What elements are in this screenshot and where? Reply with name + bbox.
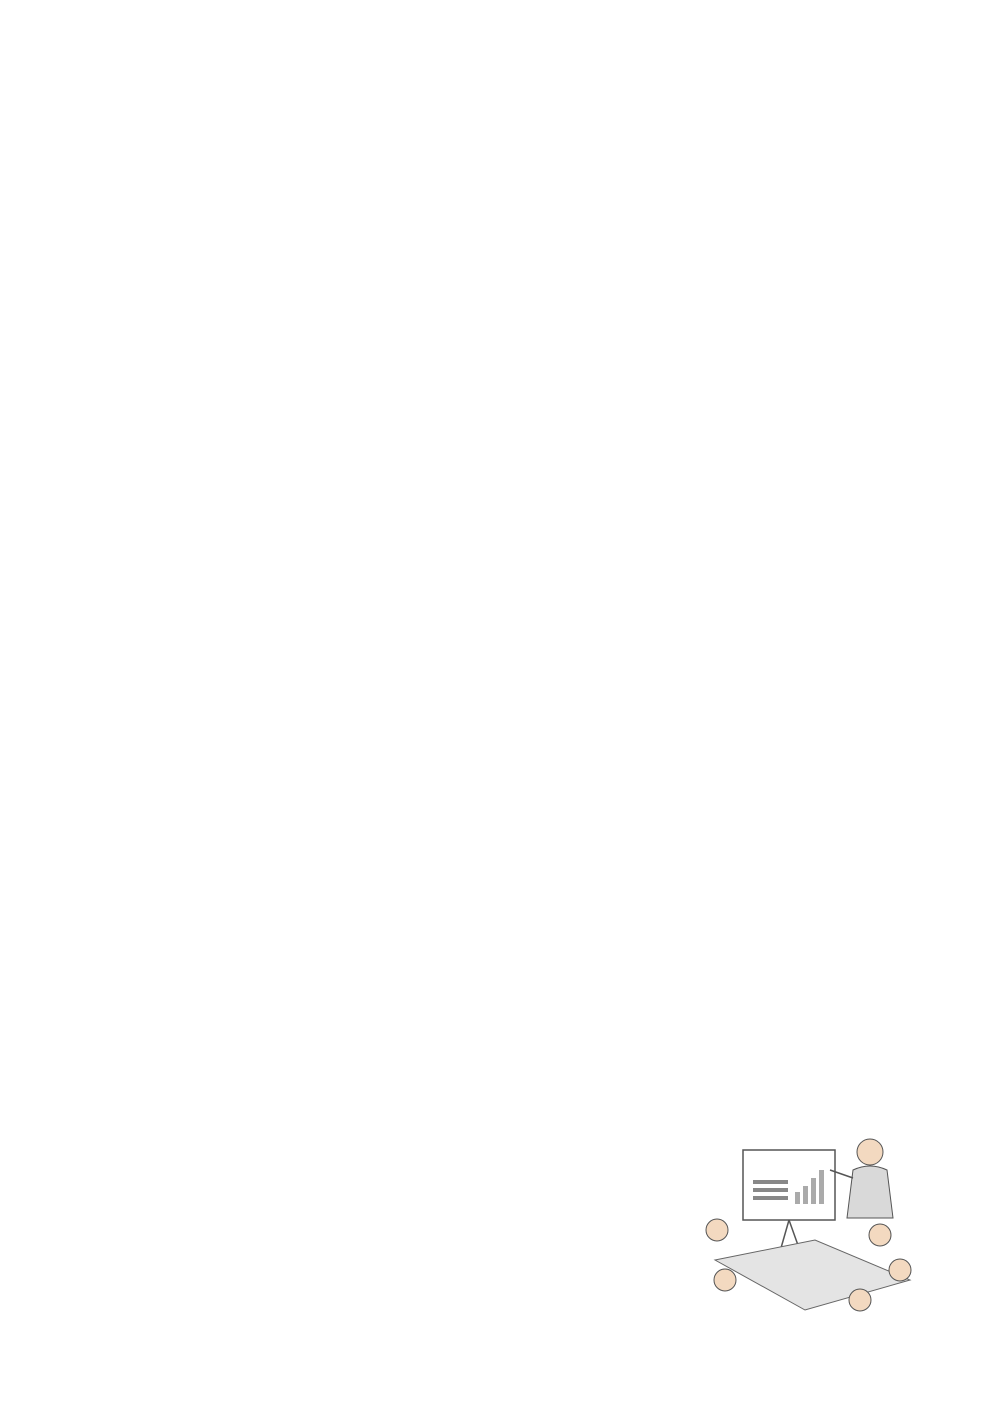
chart-bar bbox=[811, 1178, 816, 1204]
chart-bar bbox=[753, 1188, 788, 1192]
chart-bar bbox=[795, 1192, 800, 1204]
presenter-body bbox=[847, 1166, 893, 1218]
attendee-head bbox=[706, 1219, 728, 1241]
chart-bar bbox=[803, 1186, 808, 1204]
attendee-head bbox=[849, 1289, 871, 1311]
chart-bar bbox=[819, 1170, 824, 1204]
presenter-head bbox=[857, 1139, 883, 1165]
attendee-head bbox=[869, 1224, 891, 1246]
attendee-head bbox=[714, 1269, 736, 1291]
chart-bar bbox=[753, 1180, 788, 1184]
meeting-table bbox=[715, 1240, 910, 1310]
chart-bar bbox=[753, 1196, 788, 1200]
meeting-illustration bbox=[695, 1130, 925, 1320]
attendee-head bbox=[889, 1259, 911, 1281]
